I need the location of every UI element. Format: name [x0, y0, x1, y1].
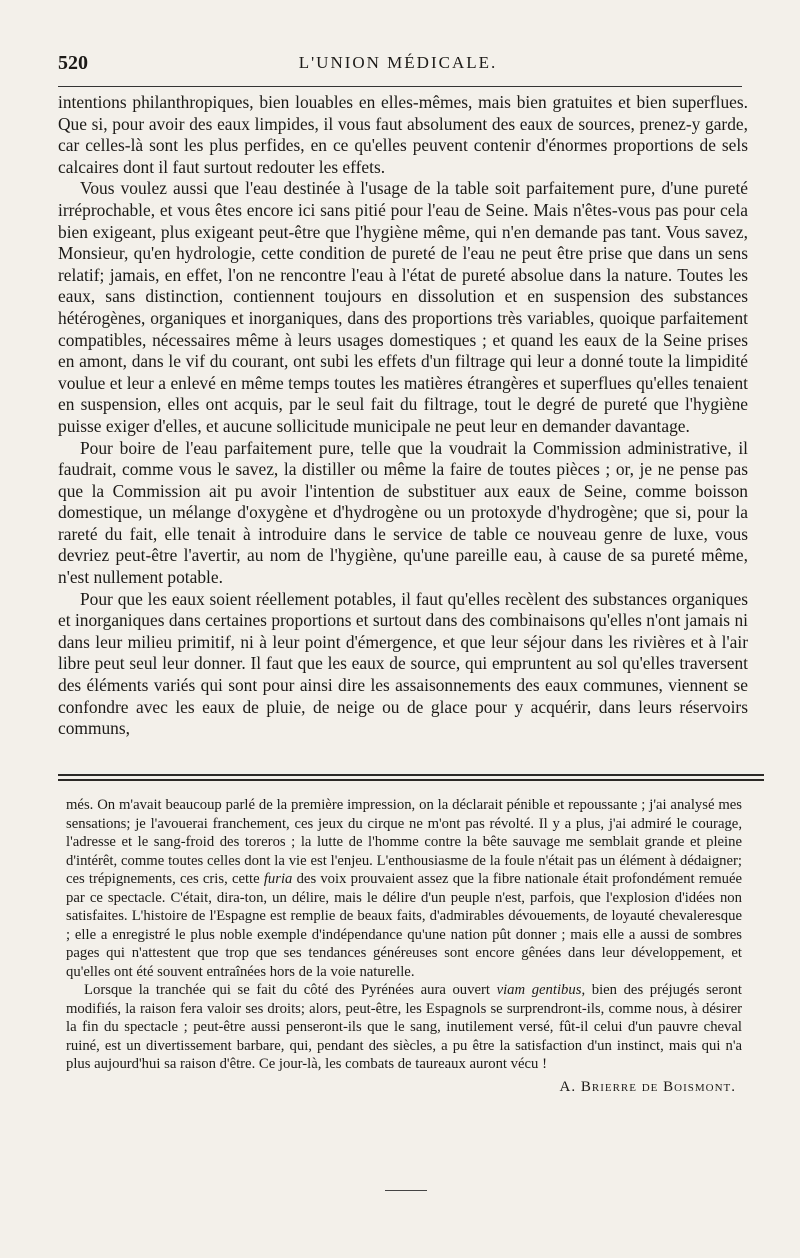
italic-term: viam gentibus [496, 982, 582, 998]
main-article-text [58, 92, 748, 740]
article-paragraph: Pour que les eaux soient réellement potables, il faut qu'elles recèlent des substances organiques et inorganiques dans certaines proportions et surtout dans des combinaisons qu'elles n'ont jamais ni dans leur milieu primitif, ni à leur point d'émergence, et que leur séjour dans les rivières et à l'air libre peut seul leur donner. Il faut que les eaux de source, qui empruntent au sol qu'elles traversent des éléments variés qui sont pour ainsi dire les assaisonnements des eaux communes, viennent se confondre avec les eaux de pluie, de neige ou de glace pour y acquérir, dans leurs réservoirs communs, [58, 588, 748, 739]
article-paragraph: Vous voulez aussi que l'eau destinée à l'usage de la table soit parfaitement pure, d'une pureté irréprochable, et vous êtes encore ici sans pitié pour l'eau de Seine. Mais n'êtes-vous pas pour cela bien exigeant, plus exigeant peut-être que l'hygiène même, qui n'en demande pas tant. Vous savez, Monsieur, qu'en hydrologie, cette condition de pureté de l'eau ne peut être prise que dans un sens relatif; jamais, en effet, l'on ne rencontre l'eau à l'état de pureté absolue dans la nature. Toutes les eaux, sans distinction, contiennent toujours en dissolution et en suspension des substances hétérogènes, organiques et inorganiques, dans des proportions très variables, quoique parfaitement compatibles, nécessaires même à leurs usages domestiques ; et quand les eaux de la Seine prises en amont, dans le vif du courant, ont subi les effets d'un filtrage qui leur a donné toute la limpidité voulue et leur a enlevé en même temps toutes les matières étrangères et superflues qu'elles tenaient en suspension, elles ont acquis, par le seul fait du filtrage, tout le degré de pureté que l'hygiène puisse exiger d'elles, et aucune sollicitude municipale ne peut leur en demander davantage. [58, 178, 748, 436]
text-run: des voix prouvaient assez que la fibre nationale était profondément remuée par ce spectacle. C'était, dira-ton, un délire, mais le délire d'un peuple n'est, parfois, que l'explosion d'idées non satisfaites. L'histoire de l'Espagne est remplie de beaux faits, d'admirables dévouements, de loyauté chevaleresque ; elle a enregistré le plus noble exemple d'indépendance qu'une nation pût donner ; mais elle a aussi de sombres pages qui n'attestent que trop que ses tendances généreuses sont encore gênées dans leur développement, et qu'elles ont été souvent entraînées hors de la voie naturelle. [66, 871, 742, 980]
text-run: , bien des préjugés seront modifiés, la raison fera valoir ses droits; alors, peut-être, les Espagnols se surprendront-ils, comme nous, à désirer la fin du spectacle ; peut-être aussi penseront-ils que le sang, inutilement versé, fût-il celui d'un pauvre cheval ruiné, est un divertissement barbare, qui, pendant des siècles, a pu être la satisfaction d'un instinct, mais qui n'a plus aujourd'hui sa raison d'être. Ce jour-là, les combats de taureaux auront vécu ! [66, 982, 742, 1072]
feuilleton-paragraph [66, 796, 742, 981]
page-number: 520 [58, 52, 88, 74]
italic-term: furia [263, 871, 293, 887]
author-signature: A. Brierre de Boismont. [559, 1078, 736, 1095]
text-run: Lorsque la tranchée qui se fait du côté des Pyrénées aura ouvert [84, 982, 497, 998]
article-paragraph: intentions philanthropiques, bien louables en elles-mêmes, mais bien gratuites et bien superflues. Que si, pour avoir des eaux limpides, il vous faut absolument des eaux de sources, prenez-y garde, car celles-là sont les plus perfides, en ce qu'elles peuvent contenir d'énormes proportions de sels calcaires dont il faut surtout redouter les effets. [58, 92, 748, 177]
end-rule [385, 1190, 427, 1191]
text-run: més. On m'avait beaucoup parlé de la première impression, on la déclarait pénible et repoussante ; j'ai analysé mes sensations; je l'avouerai franchement, ces jeux du cirque ne m'ont pas révolté. Il y a plus, j'ai admiré le courage, l'adresse et le sang-froid des toreros ; la lutte de l'homme contre la bête sauvage me semblait grande et pleine d'intérêt, comme toutes celles dont la vie est l'enjeu. L'enthousiasme de la foule n'était pas un élément à dédaigner; ces trépignements, ces cris, cette [66, 797, 742, 887]
header-rule [58, 86, 742, 87]
running-head [58, 52, 738, 78]
feuilleton-paragraph [66, 981, 742, 1074]
journal-title: L'UNION MÉDICALE. [298, 53, 498, 72]
feuilleton-text [66, 796, 742, 1096]
article-paragraph: Pour boire de l'eau parfaitement pure, telle que la voudrait la Commission administrative, il faudrait, comme vous le savez, la distiller ou même la faire de toutes pièces ; or, je ne pense pas que la Commission ait pu avoir l'intention de substituer aux eaux de Seine, comme boisson domestique, un mélange d'oxygène et d'hydrogène ou un protoxyde d'hydrogène; que si, pour la rareté du fait, elle tenait à introduire dans le service de table ce nouveau genre de luxe, vous devriez peut-être l'avertir, au nom de l'hygiène, qu'une pareille eau, à cause de sa pureté même, n'est nullement potable. [58, 437, 748, 588]
feuilleton-separator [58, 774, 764, 784]
